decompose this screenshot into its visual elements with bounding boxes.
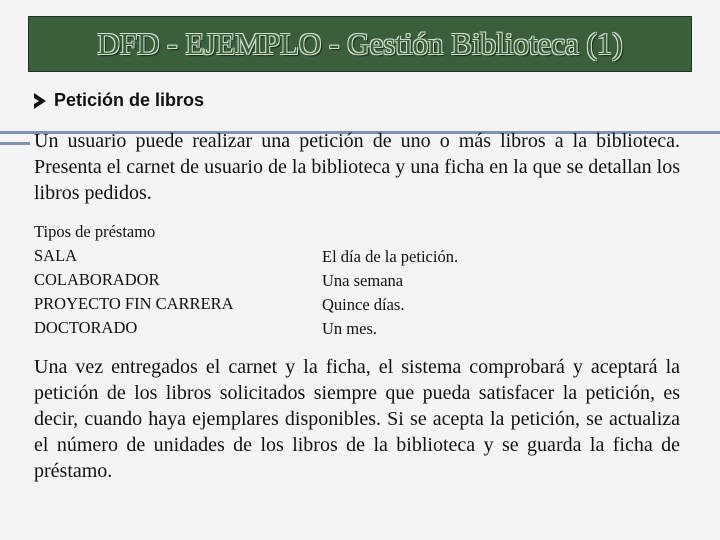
arrow-bullet-icon <box>34 93 46 109</box>
loan-duration-item: Un mes. <box>322 319 377 338</box>
loan-type-item: PROYECTO FIN CARRERA <box>34 294 234 313</box>
intro-paragraph: Un usuario puede realizar una petición de uno o más libros a la biblioteca. Presenta el carnet de usuario de la biblioteca y una ficha en la que se detallan los libros pedidos. <box>34 130 680 204</box>
loan-duration-item: Una semana <box>322 271 404 290</box>
closing-paragraph: Una vez entregados el carnet y la ficha, el sistema comprobará y aceptará la petición de los libros solicitados siempre que pueda satisfacer la petición, es decir, cuando haya ejemplares disponibles. Si se acepta la petición, se actualiza el número de unidades de los libros de la biblioteca y se guarda la ficha de préstamo. <box>34 356 680 482</box>
section-heading-text: Petición de libros <box>54 90 205 110</box>
loan-type-item: DOCTORADO <box>34 318 138 337</box>
loan-types-heading: Tipos de préstamo <box>34 222 156 241</box>
loan-duration-item: El día de la petición. <box>322 247 459 266</box>
loan-types-list <box>34 220 234 340</box>
divider-accent <box>0 142 30 145</box>
loan-duration-item: Quince días. <box>322 295 405 314</box>
slide-title: DFD - EJEMPLO - Gestión Biblioteca (1) <box>97 26 623 61</box>
loan-type-item: COLABORADOR <box>34 270 160 289</box>
loan-durations-list <box>322 245 458 341</box>
loan-type-item: SALA <box>34 246 78 265</box>
section-heading <box>34 90 204 111</box>
title-banner <box>28 16 692 72</box>
